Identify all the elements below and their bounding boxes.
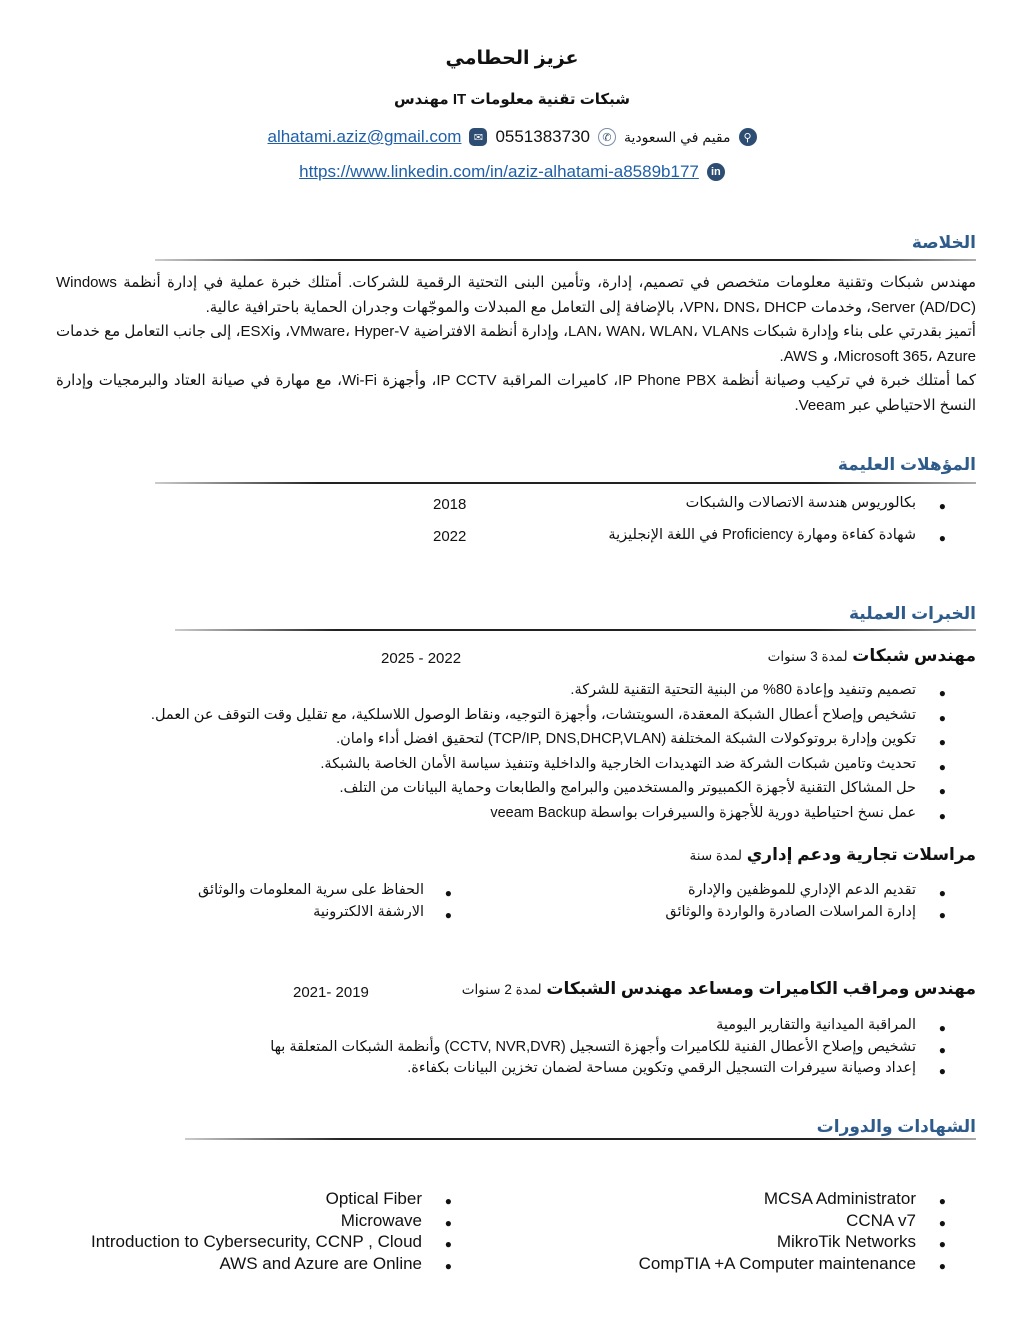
cert-item: Optical Fiber bbox=[325, 1189, 422, 1208]
bullet-icon: ● bbox=[938, 1258, 946, 1273]
education-year: 2018 bbox=[433, 496, 467, 513]
job-bullets: ● تقديم الدعم الإداري للموظفين والإدارة ● إدارة المراسلات الصادرة والواردة والوثائق ● الحفاظ على سرية المعلومات والوثائق ● الارشفة الالكترونية bbox=[197, 882, 946, 922]
summary-heading: الخلاصة bbox=[911, 233, 976, 252]
certs-heading: الشهادات والدورات bbox=[816, 1117, 976, 1136]
job-title: مهندس ومراقب الكاميرات ومساعد مهندس الشبكات لمدة 2 سنوات bbox=[461, 979, 976, 998]
cert-item: MCSA Administrator bbox=[763, 1189, 916, 1208]
job-bullet: الارشفة الالكترونية bbox=[313, 904, 424, 920]
summary-p2: أتميز بقدرتي على بناء وإدارة شبكات LAN، WAN، WLAN، VLANs، وإدارة أنظمة الافتراضية VMware، Hyper-V، وESXi، إلى جانب التعامل مع خدمات Microsoft 365، Azure، و AWS. bbox=[56, 323, 976, 365]
job-years: 2021- 2019 bbox=[293, 984, 369, 1001]
location-icon: ⚲ bbox=[739, 128, 757, 146]
phone: 0551383730 bbox=[495, 127, 590, 146]
email-icon: ✉ bbox=[469, 128, 487, 146]
linkedin-row bbox=[0, 162, 1024, 182]
education-year: 2022 bbox=[433, 528, 467, 545]
divider bbox=[155, 259, 976, 261]
job-title: مهندس شبكات لمدة 3 سنوات bbox=[767, 646, 976, 665]
certs-list bbox=[0, 1189, 1024, 1279]
job-bullet: الحفاظ على سرية المعلومات والوثائق bbox=[197, 882, 424, 898]
divider bbox=[185, 1138, 976, 1140]
experience-heading: الخبرات العملية bbox=[848, 604, 976, 623]
job-bullet: تشخيص وإصلاح أعطال الشبكة المعقدة، السويتشات، وأجهزة التوجيه، ونقاط الوصول اللاسلكية، مع تقليل وقت التوقف عن العمل. bbox=[150, 706, 916, 723]
job-bullet: تكوين وإدارة بروتوكولات الشبكة المختلفة (TCP/IP, DNS,DHCP,VLAN) لتحقيق افضل أداء وامان. bbox=[336, 731, 916, 747]
job-title: مراسلات تجارية ودعم إداري لمدة سنة bbox=[689, 845, 976, 864]
contact-row bbox=[0, 127, 1024, 147]
bullet-icon: ● bbox=[444, 1194, 452, 1208]
divider bbox=[155, 482, 976, 484]
linkedin-icon: in bbox=[707, 163, 725, 181]
cert-item: CCNA v7 bbox=[846, 1210, 916, 1230]
summary-text bbox=[56, 271, 976, 418]
cert-item: CompTIA +A Computer maintenance bbox=[638, 1253, 916, 1273]
job-years: 2025 - 2022 bbox=[381, 650, 462, 667]
bullet-icon: ● bbox=[938, 1064, 946, 1078]
bullet-icon: ● bbox=[938, 1021, 946, 1035]
divider bbox=[175, 629, 976, 631]
job-bullet: إدارة المراسلات الصادرة والواردة والوثائق bbox=[665, 904, 916, 920]
bullet-icon: ● bbox=[938, 710, 946, 725]
job-title: مهندس IT شبكات تقنية معلومات bbox=[393, 91, 631, 108]
job-bullet: تحديث وتامين شبكات الشركة ضد التهديدات الخارجية والداخلية وتنفيذ سياسة الأمان الخاصة بالشبكة. bbox=[320, 755, 916, 772]
bullet-icon: ● bbox=[938, 686, 946, 700]
linkedin-link[interactable]: https://www.linkedin.com/in/aziz-alhatami-a8589b177 bbox=[299, 162, 699, 181]
bullet-icon: ● bbox=[938, 808, 946, 823]
bullet-icon: ● bbox=[444, 1237, 452, 1251]
bullet-icon: ● bbox=[938, 1194, 946, 1208]
summary-p3: كما أمتلك خبرة في تركيب وصيانة أنظمة IP Phone PBX، كاميرات المراقبة IP CCTV، وأجهزة Wi-Fi، مع مهارة في صيانة العتاد والبرمجيات وإدارة النسخ الاحتياطي عبر Veeam. bbox=[56, 372, 976, 414]
cert-item: Microwave bbox=[340, 1210, 422, 1230]
education-item: بكالوريوس هندسة الاتصالات والشبكات bbox=[685, 495, 916, 511]
bullet-icon: ● bbox=[938, 1042, 946, 1057]
job-bullet: إعداد وصيانة سيرفرات التسجيل الرقمي وتكوين مساحة لضمان تخزين البيانات بكفاءة. bbox=[407, 1060, 916, 1076]
email-link[interactable]: alhatami.aziz@gmail.com bbox=[267, 127, 462, 146]
education-item: شهادة كفاءة ومهارة Proficiency في اللغة الإنجليزية bbox=[608, 527, 916, 543]
summary-p1: مهندس شبكات وتقنية معلومات متخصص في تصميم، إدارة، وتأمين البنى التحتية الرقمية للشركات. أمتلك خبرة عملية في إدارة أنظمة Windows Server (AD/DC)، وخدمات VPN، DNS، DHCP، بالإضافة إلى التعامل مع المبدلات والموجّهات وجدران الحماية باحترافية عالية. bbox=[56, 274, 976, 316]
job-bullet: عمل نسخ احتياطية دورية للأجهزة والسيرفرات بواسطة veeam Backup bbox=[490, 804, 916, 821]
bullet-icon: ● bbox=[938, 735, 946, 749]
job-bullet: حل المشاكل التقنية لأجهزة الكمبيوتر والمستخدمين والبرامج والطابعات وحماية البيانات من التلف. bbox=[339, 780, 916, 796]
bullet-icon: ● bbox=[938, 1215, 946, 1230]
bullet-icon: ● bbox=[444, 1215, 452, 1230]
bullet-icon: ● bbox=[938, 759, 946, 774]
job-bullet: تصميم وتنفيد وإعادة 80% من البنية التحتية التقنية للشركة. bbox=[570, 682, 916, 698]
bullet-icon: ● bbox=[938, 1237, 946, 1251]
cert-item: Introduction to Cybersecurity, CCNP , Cloud bbox=[90, 1232, 422, 1251]
job-bullets bbox=[0, 1017, 1024, 1087]
cert-item: MikroTik Networks bbox=[776, 1232, 916, 1251]
job-bullet: تشخيص وإصلاح الأعطال الفنية للكاميرات وأجهزة التسجيل (CCTV, NVR,DVR) وأنظمة الشبكات المتعلقة بها bbox=[270, 1038, 916, 1055]
candidate-name: عزيز الحطامي bbox=[445, 48, 579, 69]
bullet-icon: ● bbox=[444, 1258, 452, 1273]
education-list: ● بكالوريوس هندسة الاتصالات والشبكات 2018 ● شهادة كفاءة ومهارة Proficiency في اللغة الإنجليزية 2022 bbox=[433, 495, 946, 545]
job-bullet: المراقبة الميدانية والتقارير اليومية bbox=[716, 1017, 916, 1033]
education-heading: المؤهلات العليمة bbox=[837, 455, 976, 474]
location: مقيم في السعودية bbox=[623, 128, 731, 145]
cert-item: AWS and Azure are Online bbox=[219, 1253, 422, 1273]
job-bullets bbox=[0, 682, 1024, 832]
job-bullet: تقديم الدعم الإداري للموظفين والإدارة bbox=[687, 882, 916, 898]
bullet-icon: ● bbox=[938, 784, 946, 798]
phone-icon: ✆ bbox=[598, 128, 616, 146]
